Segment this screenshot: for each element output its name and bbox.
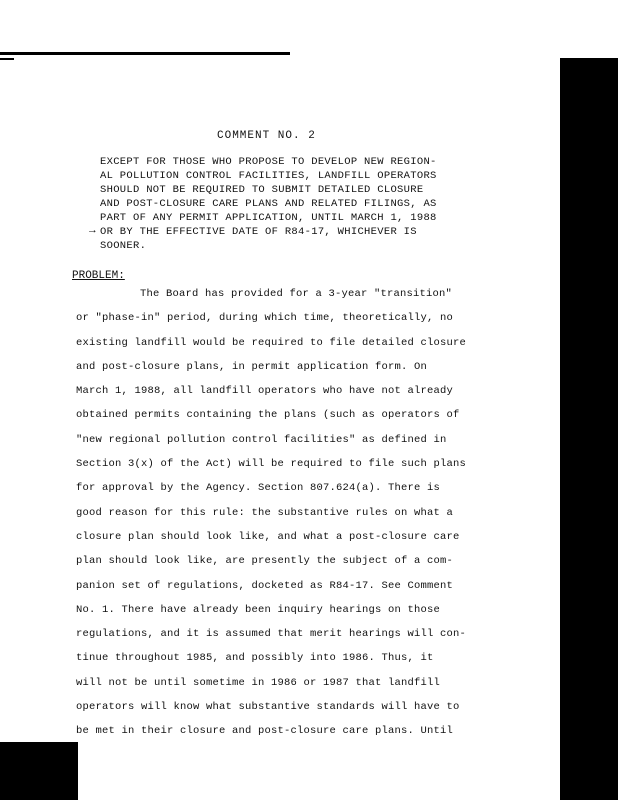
body-line: No. 1. There have already been inquiry hearings on those bbox=[76, 603, 441, 616]
comment-line: SOONER. bbox=[100, 240, 147, 252]
comment-heading: COMMENT NO. 2 bbox=[217, 130, 316, 142]
body-line: good reason for this rule: the substantive rules on what a bbox=[76, 506, 454, 519]
body-line: existing landfill would be required to file detailed closure bbox=[76, 336, 467, 349]
comment-line: AND POST-CLOSURE CARE PLANS AND RELATED FILINGS, AS bbox=[100, 198, 437, 210]
body-line: or "phase-in" period, during which time, theoretically, no bbox=[76, 312, 454, 325]
comment-line: EXCEPT FOR THOSE WHO PROPOSE TO DEVELOP NEW REGION- bbox=[100, 156, 437, 168]
body-line: obtained permits containing the plans (such as operators of bbox=[76, 409, 460, 422]
body-line: closure plan should look like, and what a post-closure care bbox=[76, 530, 460, 543]
body-line: for approval by the Agency. Section 807.624(a). There is bbox=[76, 482, 441, 495]
body-line: regulations, and it is assumed that merit hearings will con- bbox=[76, 628, 467, 641]
comment-line: SHOULD NOT BE REQUIRED TO SUBMIT DETAILED CLOSURE bbox=[100, 184, 424, 196]
comment-line: AL POLLUTION CONTROL FACILITIES, LANDFILL OPERATORS bbox=[100, 170, 437, 182]
body-line: will not be until sometime in 1986 or 1987 that landfill bbox=[76, 676, 441, 689]
body-line: panion set of regulations, docketed as R84-17. See Comment bbox=[76, 579, 454, 592]
comment-statement bbox=[100, 155, 470, 253]
body-line: March 1, 1988, all landfill operators who have not already bbox=[76, 385, 454, 398]
body-line: tinue throughout 1985, and possibly into 1986. Thus, it bbox=[76, 652, 434, 665]
comment-line: OR BY THE EFFECTIVE DATE OF R84-17, WHICHEVER IS bbox=[100, 226, 417, 238]
problem-heading: PROBLEM: bbox=[72, 270, 125, 282]
body-line: The Board has provided for a 3-year "transition" bbox=[140, 288, 453, 300]
scan-edge-right bbox=[560, 58, 618, 800]
body-line: "new regional pollution control facilities" as defined in bbox=[76, 433, 447, 446]
body-line: and post-closure plans, in permit application form. On bbox=[76, 360, 428, 373]
scan-corner-bottom bbox=[0, 742, 78, 800]
problem-body bbox=[76, 282, 496, 744]
body-line: operators will know what substantive standards will have to bbox=[76, 701, 460, 714]
body-line: plan should look like, are presently the subject of a com- bbox=[76, 555, 454, 568]
scan-edge-inner bbox=[560, 590, 564, 720]
scan-edge-top bbox=[0, 52, 290, 55]
body-line: be met in their closure and post-closure care plans. Until bbox=[76, 725, 454, 738]
body-line: Section 3(x) of the Act) will be required to file such plans bbox=[76, 458, 467, 471]
scan-speck bbox=[0, 58, 14, 60]
margin-arrow-mark: → bbox=[89, 225, 96, 237]
comment-line: PART OF ANY PERMIT APPLICATION, UNTIL MARCH 1, 1988 bbox=[100, 212, 437, 224]
